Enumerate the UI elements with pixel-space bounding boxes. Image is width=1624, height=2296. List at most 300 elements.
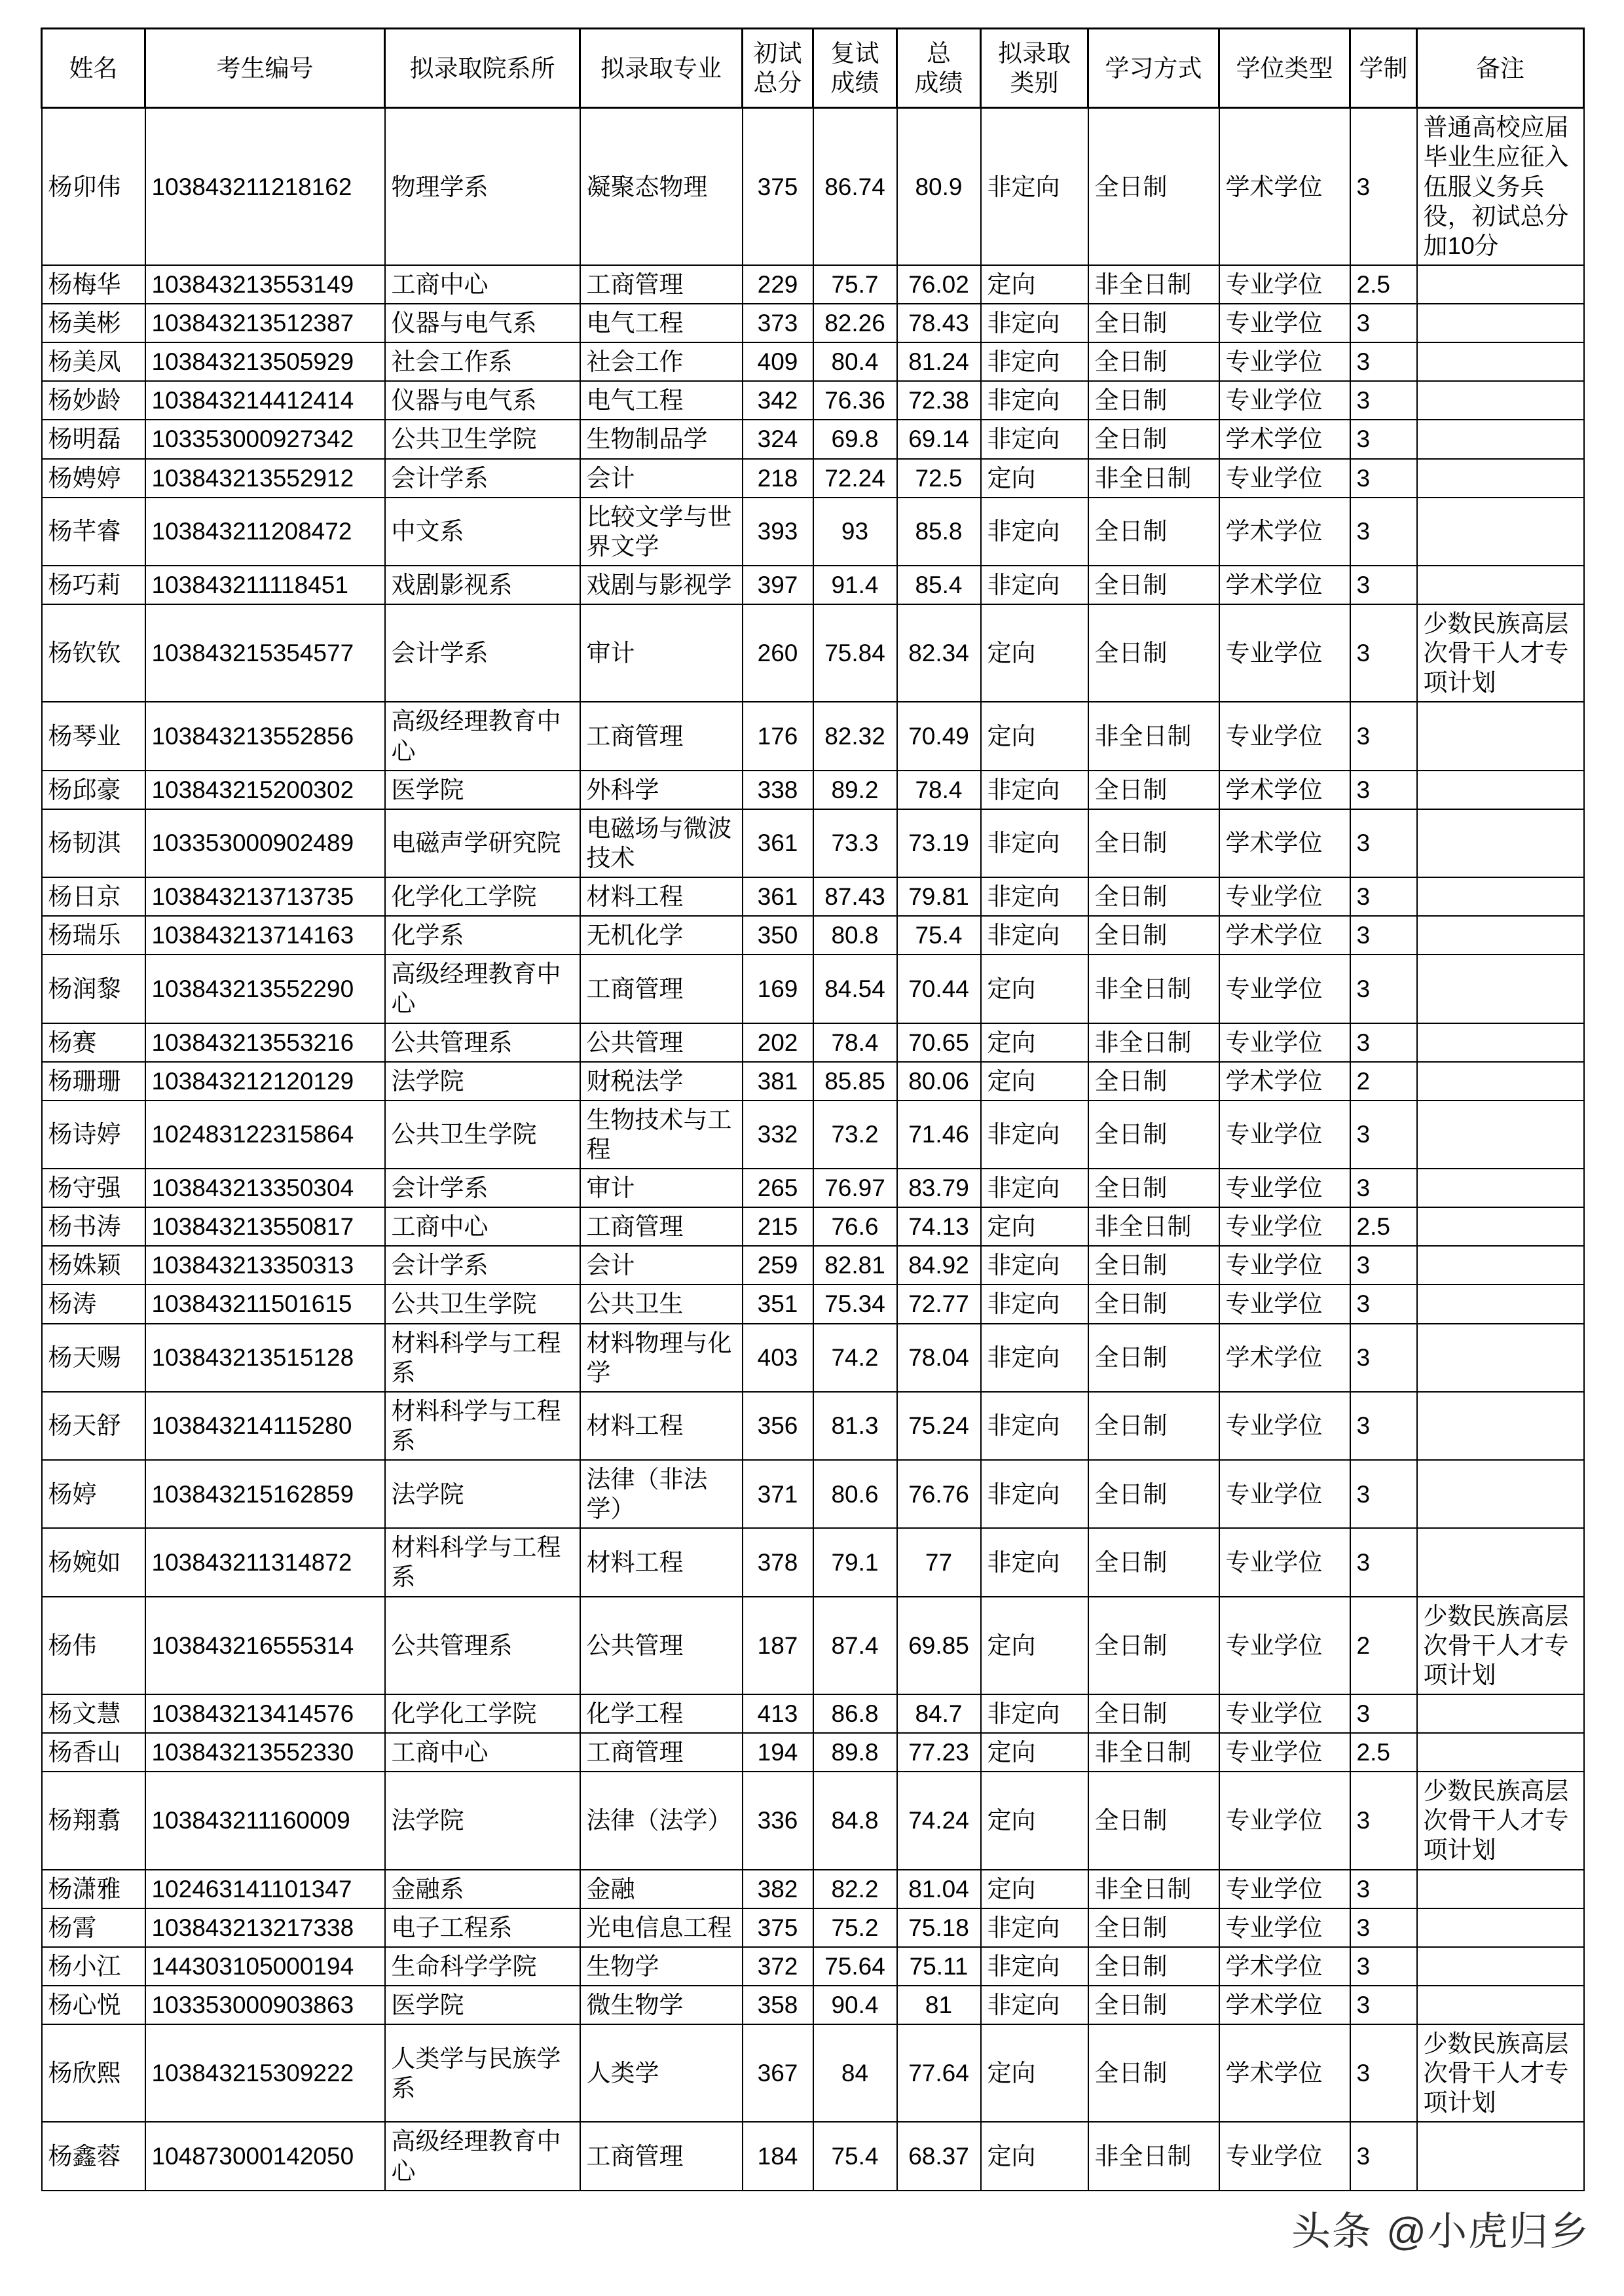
cell-cat: 非定向: [981, 420, 1088, 458]
cell-s2: 82.32: [813, 702, 897, 770]
cell-remark: [1417, 877, 1584, 916]
cell-s2: 84: [813, 2024, 897, 2122]
column-header-study-mode: 学习方式: [1088, 29, 1219, 108]
cell-years: 3: [1350, 304, 1417, 342]
cell-cat: 定向: [981, 1733, 1088, 1772]
cell-mode: 全日制: [1088, 304, 1219, 342]
cell-major: 材料工程: [580, 1392, 743, 1460]
cell-s2: 75.84: [813, 604, 897, 702]
cell-mode: 全日制: [1088, 2024, 1219, 2122]
cell-name: 杨天赐: [42, 1324, 145, 1392]
cell-mode: 全日制: [1088, 1460, 1219, 1528]
cell-cat: 定向: [981, 955, 1088, 1023]
cell-s2: 89.2: [813, 771, 897, 809]
cell-s1: 381: [743, 1062, 813, 1101]
cell-s1: 375: [743, 108, 813, 265]
cell-s3: 75.24: [897, 1392, 981, 1460]
cell-id: 144303105000194: [145, 1947, 385, 1986]
cell-id: 103843213515128: [145, 1324, 385, 1392]
cell-name: 杨钦钦: [42, 604, 145, 702]
column-header-remark: 备注: [1417, 29, 1584, 108]
cell-dept: 生命科学学院: [385, 1947, 580, 1986]
cell-cat: 定向: [981, 459, 1088, 498]
cell-years: 3: [1350, 1101, 1417, 1169]
cell-years: 3: [1350, 1324, 1417, 1392]
cell-remark: [1417, 1947, 1584, 1986]
cell-major: 生物学: [580, 1947, 743, 1986]
cell-remark: [1417, 1023, 1584, 1062]
table-row: [42, 566, 1584, 604]
cell-major: 法律（非法学）: [580, 1460, 743, 1528]
cell-s1: 260: [743, 604, 813, 702]
cell-degree: 专业学位: [1219, 1023, 1350, 1062]
cell-name: 杨潇雅: [42, 1870, 145, 1908]
cell-years: 3: [1350, 1023, 1417, 1062]
cell-major: 审计: [580, 1169, 743, 1207]
cell-degree: 专业学位: [1219, 304, 1350, 342]
cell-s3: 70.44: [897, 955, 981, 1023]
cell-name: 杨心悦: [42, 1986, 145, 2024]
cell-cat: 定向: [981, 604, 1088, 702]
cell-degree: 专业学位: [1219, 342, 1350, 381]
table-row: [42, 771, 1584, 809]
table-body: [42, 108, 1584, 2191]
cell-degree: 专业学位: [1219, 1101, 1350, 1169]
cell-dept: 会计学系: [385, 1246, 580, 1285]
cell-mode: 全日制: [1088, 1392, 1219, 1460]
cell-cat: 非定向: [981, 916, 1088, 955]
cell-name: 杨梅华: [42, 265, 145, 304]
cell-dept: 会计学系: [385, 604, 580, 702]
cell-id: 103843215162859: [145, 1460, 385, 1528]
cell-cat: 定向: [981, 1207, 1088, 1246]
table-row: [42, 1947, 1584, 1986]
cell-years: 2: [1350, 1062, 1417, 1101]
cell-degree: 专业学位: [1219, 1908, 1350, 1947]
cell-years: 3: [1350, 342, 1417, 381]
cell-major: 工商管理: [580, 1733, 743, 1772]
cell-s1: 351: [743, 1285, 813, 1323]
column-header-dept: 拟录取院系所: [385, 29, 580, 108]
cell-s3: 79.81: [897, 877, 981, 916]
column-header-total-score: 总 成绩: [897, 29, 981, 108]
cell-remark: [1417, 1246, 1584, 1285]
cell-remark: [1417, 566, 1584, 604]
cell-cat: 非定向: [981, 1908, 1088, 1947]
cell-degree: 学术学位: [1219, 2024, 1350, 2122]
cell-degree: 专业学位: [1219, 1528, 1350, 1596]
cell-cat: 非定向: [981, 1460, 1088, 1528]
cell-s2: 84.8: [813, 1772, 897, 1869]
cell-mode: 全日制: [1088, 1324, 1219, 1392]
cell-dept: 法学院: [385, 1062, 580, 1101]
cell-s2: 73.2: [813, 1101, 897, 1169]
cell-mode: 全日制: [1088, 108, 1219, 265]
table-row: [42, 1101, 1584, 1169]
cell-cat: 非定向: [981, 1324, 1088, 1392]
table-row: [42, 459, 1584, 498]
cell-mode: 全日制: [1088, 916, 1219, 955]
cell-years: 3: [1350, 1908, 1417, 1947]
cell-name: 杨翔翥: [42, 1772, 145, 1869]
cell-cat: 非定向: [981, 877, 1088, 916]
cell-mode: 全日制: [1088, 1947, 1219, 1986]
cell-dept: 化学化工学院: [385, 1694, 580, 1733]
cell-id: 104873000142050: [145, 2122, 385, 2190]
cell-cat: 非定向: [981, 342, 1088, 381]
cell-dept: 法学院: [385, 1460, 580, 1528]
cell-degree: 专业学位: [1219, 1169, 1350, 1207]
cell-id: 103843213512387: [145, 304, 385, 342]
cell-dept: 材料科学与工程系: [385, 1392, 580, 1460]
cell-years: 3: [1350, 1870, 1417, 1908]
table-row: [42, 1986, 1584, 2024]
cell-years: 3: [1350, 566, 1417, 604]
cell-s2: 78.4: [813, 1023, 897, 1062]
cell-name: 杨日京: [42, 877, 145, 916]
cell-s3: 78.4: [897, 771, 981, 809]
cell-s2: 75.7: [813, 265, 897, 304]
cell-dept: 人类学与民族学系: [385, 2024, 580, 2122]
cell-major: 审计: [580, 604, 743, 702]
cell-degree: 专业学位: [1219, 1285, 1350, 1323]
cell-cat: 非定向: [981, 1947, 1088, 1986]
cell-remark: 普通高校应届毕业生应征入伍服义务兵役，初试总分加10分: [1417, 108, 1584, 265]
watermark: [1291, 2200, 1590, 2257]
cell-dept: 材料科学与工程系: [385, 1324, 580, 1392]
table-row: [42, 955, 1584, 1023]
cell-remark: [1417, 1062, 1584, 1101]
cell-dept: 医学院: [385, 1986, 580, 2024]
cell-years: 2.5: [1350, 265, 1417, 304]
cell-remark: [1417, 498, 1584, 566]
cell-s2: 86.74: [813, 108, 897, 265]
cell-id: 103843212120129: [145, 1062, 385, 1101]
cell-dept: 公共卫生学院: [385, 1101, 580, 1169]
cell-id: 103843213350313: [145, 1246, 385, 1285]
cell-s1: 202: [743, 1023, 813, 1062]
cell-s3: 73.19: [897, 809, 981, 877]
cell-mode: 非全日制: [1088, 265, 1219, 304]
cell-id: 103843215354577: [145, 604, 385, 702]
cell-cat: 定向: [981, 2122, 1088, 2190]
cell-s3: 68.37: [897, 2122, 981, 2190]
cell-mode: 非全日制: [1088, 1870, 1219, 1908]
cell-dept: 法学院: [385, 1772, 580, 1869]
cell-degree: 学术学位: [1219, 1986, 1350, 2024]
cell-s2: 87.4: [813, 1597, 897, 1694]
cell-major: 电气工程: [580, 304, 743, 342]
cell-remark: [1417, 1908, 1584, 1947]
cell-id: 103353000903863: [145, 1986, 385, 2024]
cell-id: 103843211501615: [145, 1285, 385, 1323]
cell-remark: [1417, 1986, 1584, 2024]
cell-major: 无机化学: [580, 916, 743, 955]
cell-s2: 86.8: [813, 1694, 897, 1733]
cell-s3: 82.34: [897, 604, 981, 702]
cell-s3: 77: [897, 1528, 981, 1596]
table-row: [42, 1908, 1584, 1947]
cell-s3: 76.76: [897, 1460, 981, 1528]
cell-remark: [1417, 1169, 1584, 1207]
cell-remark: [1417, 955, 1584, 1023]
cell-id: 103843213414576: [145, 1694, 385, 1733]
cell-s2: 82.26: [813, 304, 897, 342]
cell-remark: [1417, 304, 1584, 342]
cell-cat: 非定向: [981, 304, 1088, 342]
cell-s3: 70.49: [897, 702, 981, 770]
cell-years: 3: [1350, 1528, 1417, 1596]
cell-s2: 87.43: [813, 877, 897, 916]
cell-major: 法律（法学）: [580, 1772, 743, 1869]
cell-s2: 82.81: [813, 1246, 897, 1285]
cell-years: 3: [1350, 809, 1417, 877]
column-header-years: 学制: [1350, 29, 1417, 108]
cell-major: 人类学: [580, 2024, 743, 2122]
cell-s2: 75.2: [813, 1908, 897, 1947]
cell-years: 3: [1350, 604, 1417, 702]
cell-cat: 定向: [981, 1062, 1088, 1101]
cell-name: 杨姝颖: [42, 1246, 145, 1285]
cell-cat: 非定向: [981, 108, 1088, 265]
cell-s2: 75.64: [813, 1947, 897, 1986]
cell-years: 3: [1350, 1246, 1417, 1285]
cell-name: 杨卯伟: [42, 108, 145, 265]
cell-degree: 专业学位: [1219, 1597, 1350, 1694]
cell-cat: 非定向: [981, 809, 1088, 877]
cell-degree: 专业学位: [1219, 1772, 1350, 1869]
cell-years: 3: [1350, 381, 1417, 420]
cell-major: 公共管理: [580, 1023, 743, 1062]
cell-s3: 75.18: [897, 1908, 981, 1947]
cell-s1: 229: [743, 265, 813, 304]
cell-major: 微生物学: [580, 1986, 743, 2024]
cell-s1: 361: [743, 877, 813, 916]
cell-degree: 学术学位: [1219, 809, 1350, 877]
cell-major: 材料工程: [580, 877, 743, 916]
cell-major: 公共卫生: [580, 1285, 743, 1323]
cell-degree: 学术学位: [1219, 771, 1350, 809]
table-row: [42, 2024, 1584, 2122]
cell-s3: 71.46: [897, 1101, 981, 1169]
cell-s3: 76.02: [897, 265, 981, 304]
cell-id: 103843214412414: [145, 381, 385, 420]
cell-mode: 全日制: [1088, 1772, 1219, 1869]
table-row: [42, 1169, 1584, 1207]
table-row: [42, 916, 1584, 955]
cell-years: 3: [1350, 2024, 1417, 2122]
cell-name: 杨赛: [42, 1023, 145, 1062]
cell-dept: 高级经理教育中心: [385, 702, 580, 770]
cell-remark: [1417, 265, 1584, 304]
cell-name: 杨娉婷: [42, 459, 145, 498]
cell-mode: 非全日制: [1088, 955, 1219, 1023]
cell-cat: 非定向: [981, 1986, 1088, 2024]
cell-remark: [1417, 381, 1584, 420]
table-row: [42, 604, 1584, 702]
cell-mode: 全日制: [1088, 1101, 1219, 1169]
cell-dept: 金融系: [385, 1870, 580, 1908]
cell-major: 比较文学与世界文学: [580, 498, 743, 566]
cell-s2: 89.8: [813, 1733, 897, 1772]
cell-s3: 81: [897, 1986, 981, 2024]
cell-remark: 少数民族高层次骨干人才专项计划: [1417, 1772, 1584, 1869]
cell-mode: 全日制: [1088, 1285, 1219, 1323]
watermark-platform: 头条: [1291, 2209, 1373, 2255]
cell-major: 电气工程: [580, 381, 743, 420]
cell-name: 杨琴业: [42, 702, 145, 770]
cell-mode: 全日制: [1088, 877, 1219, 916]
cell-id: 103843213553216: [145, 1023, 385, 1062]
cell-years: 3: [1350, 1772, 1417, 1869]
cell-s3: 70.65: [897, 1023, 981, 1062]
cell-major: 公共管理: [580, 1597, 743, 1694]
cell-mode: 全日制: [1088, 566, 1219, 604]
table-row: [42, 1772, 1584, 1869]
cell-s3: 72.38: [897, 381, 981, 420]
cell-name: 杨芊睿: [42, 498, 145, 566]
cell-s1: 361: [743, 809, 813, 877]
cell-s2: 76.97: [813, 1169, 897, 1207]
cell-remark: [1417, 771, 1584, 809]
cell-mode: 全日制: [1088, 1694, 1219, 1733]
cell-major: 社会工作: [580, 342, 743, 381]
table-row: [42, 702, 1584, 770]
cell-s1: 393: [743, 498, 813, 566]
cell-s1: 375: [743, 1908, 813, 1947]
table-row: [42, 1460, 1584, 1528]
cell-remark: [1417, 342, 1584, 381]
cell-degree: 专业学位: [1219, 604, 1350, 702]
cell-mode: 全日制: [1088, 381, 1219, 420]
cell-cat: 定向: [981, 2024, 1088, 2122]
cell-remark: [1417, 2122, 1584, 2190]
cell-s2: 84.54: [813, 955, 897, 1023]
cell-dept: 中文系: [385, 498, 580, 566]
cell-major: 工商管理: [580, 1207, 743, 1246]
cell-remark: [1417, 1285, 1584, 1323]
cell-years: 2: [1350, 1597, 1417, 1694]
cell-dept: 戏剧影视系: [385, 566, 580, 604]
cell-s3: 74.24: [897, 1772, 981, 1869]
column-header-category: 拟录取 类别: [981, 29, 1088, 108]
cell-dept: 电磁声学研究院: [385, 809, 580, 877]
cell-s3: 84.92: [897, 1246, 981, 1285]
table-row: [42, 1246, 1584, 1285]
cell-cat: 非定向: [981, 1694, 1088, 1733]
cell-s1: 350: [743, 916, 813, 955]
cell-id: 103843213505929: [145, 342, 385, 381]
cell-s2: 81.3: [813, 1392, 897, 1460]
cell-degree: 专业学位: [1219, 459, 1350, 498]
cell-degree: 专业学位: [1219, 1694, 1350, 1733]
cell-s3: 85.8: [897, 498, 981, 566]
cell-remark: 少数民族高层次骨干人才专项计划: [1417, 604, 1584, 702]
cell-dept: 材料科学与工程系: [385, 1528, 580, 1596]
cell-name: 杨伟: [42, 1597, 145, 1694]
cell-major: 生物制品学: [580, 420, 743, 458]
cell-s3: 78.43: [897, 304, 981, 342]
table-row: [42, 809, 1584, 877]
cell-years: 2.5: [1350, 1207, 1417, 1246]
cell-mode: 全日制: [1088, 1528, 1219, 1596]
cell-degree: 学术学位: [1219, 1947, 1350, 1986]
column-header-major: 拟录取专业: [580, 29, 743, 108]
cell-name: 杨婉如: [42, 1528, 145, 1596]
cell-name: 杨诗婷: [42, 1101, 145, 1169]
cell-s3: 83.79: [897, 1169, 981, 1207]
cell-dept: 会计学系: [385, 459, 580, 498]
cell-years: 3: [1350, 702, 1417, 770]
cell-name: 杨明磊: [42, 420, 145, 458]
cell-remark: [1417, 459, 1584, 498]
cell-degree: 专业学位: [1219, 877, 1350, 916]
cell-s3: 85.4: [897, 566, 981, 604]
cell-major: 财税法学: [580, 1062, 743, 1101]
table-row: [42, 1597, 1584, 1694]
cell-cat: 非定向: [981, 1285, 1088, 1323]
cell-degree: 专业学位: [1219, 1460, 1350, 1528]
cell-id: 103843215309222: [145, 2024, 385, 2122]
cell-s1: 176: [743, 702, 813, 770]
cell-cat: 非定向: [981, 1101, 1088, 1169]
cell-dept: 会计学系: [385, 1169, 580, 1207]
table-row: [42, 342, 1584, 381]
table-row: [42, 498, 1584, 566]
cell-s2: 76.6: [813, 1207, 897, 1246]
cell-s3: 69.85: [897, 1597, 981, 1694]
cell-cat: 非定向: [981, 1246, 1088, 1285]
cell-mode: 全日制: [1088, 1986, 1219, 2024]
cell-id: 102483122315864: [145, 1101, 385, 1169]
table-row: [42, 1528, 1584, 1596]
cell-dept: 工商中心: [385, 265, 580, 304]
cell-s3: 69.14: [897, 420, 981, 458]
cell-mode: 全日制: [1088, 604, 1219, 702]
cell-s1: 194: [743, 1733, 813, 1772]
table-row: [42, 1324, 1584, 1392]
cell-dept: 工商中心: [385, 1207, 580, 1246]
cell-id: 103843211160009: [145, 1772, 385, 1869]
column-header-id: 考生编号: [145, 29, 385, 108]
cell-mode: 全日制: [1088, 342, 1219, 381]
cell-years: 3: [1350, 420, 1417, 458]
cell-cat: 定向: [981, 1772, 1088, 1869]
cell-major: 化学工程: [580, 1694, 743, 1733]
cell-dept: 物理学系: [385, 108, 580, 265]
cell-s1: 332: [743, 1101, 813, 1169]
table-row: [42, 1285, 1584, 1323]
cell-major: 光电信息工程: [580, 1908, 743, 1947]
cell-degree: 专业学位: [1219, 1392, 1350, 1460]
cell-dept: 工商中心: [385, 1733, 580, 1772]
cell-name: 杨韧淇: [42, 809, 145, 877]
cell-name: 杨珊珊: [42, 1062, 145, 1101]
cell-remark: [1417, 1733, 1584, 1772]
cell-id: 103843213552290: [145, 955, 385, 1023]
cell-s3: 72.77: [897, 1285, 981, 1323]
cell-s3: 77.23: [897, 1733, 981, 1772]
cell-s1: 413: [743, 1694, 813, 1733]
cell-degree: 学术学位: [1219, 498, 1350, 566]
cell-name: 杨文慧: [42, 1694, 145, 1733]
cell-id: 103843213713735: [145, 877, 385, 916]
cell-major: 工商管理: [580, 265, 743, 304]
cell-years: 3: [1350, 1285, 1417, 1323]
table-row: [42, 1392, 1584, 1460]
cell-major: 戏剧与影视学: [580, 566, 743, 604]
cell-cat: 定向: [981, 1023, 1088, 1062]
